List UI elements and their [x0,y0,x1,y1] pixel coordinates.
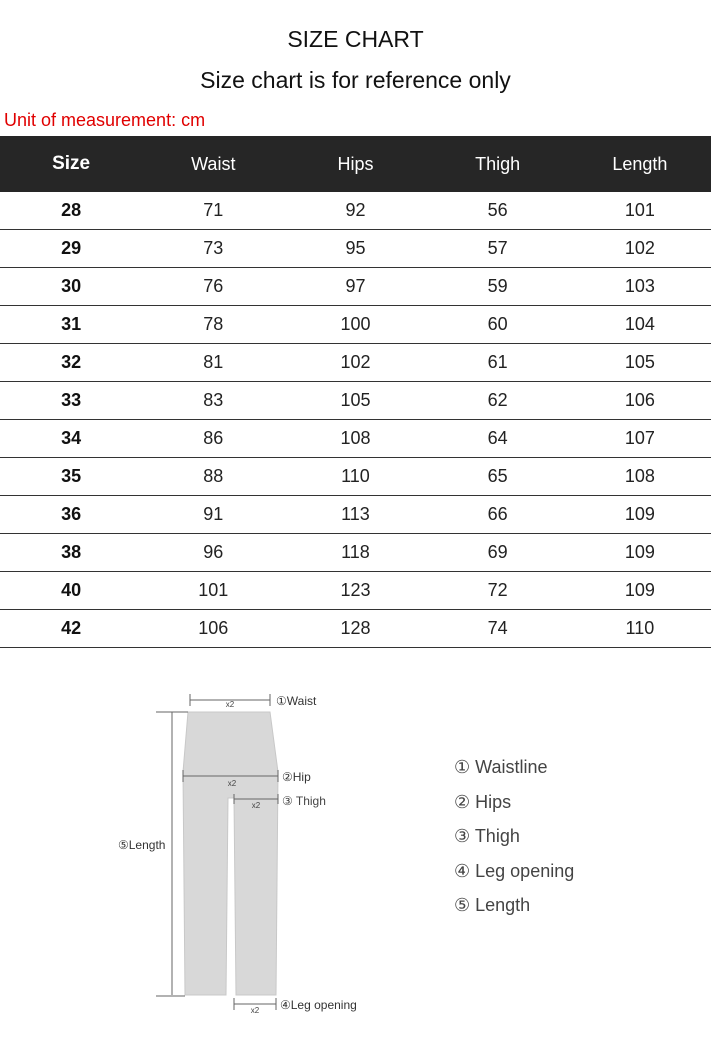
page-title: SIZE CHART [287,26,424,52]
table-cell: 40 [0,572,142,610]
table-cell: 91 [142,496,284,534]
measurement-legend [454,752,574,925]
table-cell: 30 [0,268,142,306]
table-cell: 110 [569,610,711,648]
table-cell: 32 [0,344,142,382]
table-row [0,344,711,382]
table-cell: 74 [427,610,569,648]
table-row [0,610,711,648]
waist-multiplier: x2 [225,700,235,709]
table-cell: 57 [427,230,569,268]
table-cell: 105 [284,382,426,420]
table-row [0,496,711,534]
column-header: Size [0,136,142,192]
table-cell: 38 [0,534,142,572]
table-cell: 69 [427,534,569,572]
thigh-multiplier: x2 [251,801,261,810]
table-cell: 107 [569,420,711,458]
table-cell: 108 [569,458,711,496]
table-header-row [0,136,711,192]
length-measure-line [156,712,188,996]
table-cell: 97 [284,268,426,306]
leg-opening-label: ④Leg opening [280,998,357,1012]
table-cell: 109 [569,534,711,572]
table-cell: 92 [284,192,426,230]
table-cell: 110 [284,458,426,496]
table-cell: 66 [427,496,569,534]
table-cell: 106 [569,382,711,420]
table-cell: 71 [142,192,284,230]
column-header: Length [569,136,711,192]
legend-item: ① Waistline [454,757,548,777]
size-table [0,136,711,648]
table-cell: 109 [569,572,711,610]
table-cell: 33 [0,382,142,420]
table-cell: 95 [284,230,426,268]
column-header: Thigh [427,136,569,192]
table-row [0,572,711,610]
table-cell: 72 [427,572,569,610]
table-cell: 81 [142,344,284,382]
table-cell: 109 [569,496,711,534]
table-cell: 118 [284,534,426,572]
table-cell: 101 [569,192,711,230]
pants-measurement-diagram [0,670,711,1040]
table-cell: 86 [142,420,284,458]
table-cell: 28 [0,192,142,230]
table-cell: 35 [0,458,142,496]
table-cell: 105 [569,344,711,382]
legend-item: ② Hips [454,791,512,812]
table-cell: 56 [427,192,569,230]
hip-label: ②Hip [282,770,311,784]
table-cell: 76 [142,268,284,306]
table-cell: 29 [0,230,142,268]
table-cell: 62 [427,382,569,420]
table-cell: 96 [142,534,284,572]
pants-illustration [183,712,278,995]
table-cell: 102 [569,230,711,268]
table-cell: 101 [142,572,284,610]
table-cell: 60 [427,306,569,344]
waist-label: ①Waist [276,694,317,708]
table-cell: 100 [284,306,426,344]
page-subtitle: Size chart is for reference only [200,67,511,93]
table-cell: 103 [569,268,711,306]
table-cell: 36 [0,496,142,534]
table-cell: 78 [142,306,284,344]
table-row [0,306,711,344]
table-cell: 65 [427,458,569,496]
table-cell: 61 [427,344,569,382]
hip-multiplier: x2 [227,779,237,788]
table-cell: 83 [142,382,284,420]
legend-item: ⑤ Length [454,895,531,915]
table-cell: 106 [142,610,284,648]
table-row [0,534,711,572]
column-header: Waist [142,136,284,192]
table-cell: 113 [284,496,426,534]
table-cell: 102 [284,344,426,382]
table-cell: 42 [0,610,142,648]
table-cell: 31 [0,306,142,344]
table-row [0,458,711,496]
table-cell: 88 [142,458,284,496]
column-header: Hips [284,136,426,192]
table-cell: 64 [427,420,569,458]
table-cell: 104 [569,306,711,344]
legend-item: ③ Thigh [454,826,520,846]
table-cell: 128 [284,610,426,648]
leg-opening-multiplier: x2 [250,1006,260,1015]
table-row [0,420,711,458]
table-cell: 108 [284,420,426,458]
table-cell: 123 [284,572,426,610]
table-cell: 34 [0,420,142,458]
table-cell: 73 [142,230,284,268]
thigh-label: ③ Thigh [282,794,326,808]
table-cell: 59 [427,268,569,306]
length-label: ⑤Length [118,838,166,852]
table-row [0,268,711,306]
table-row [0,192,711,230]
table-row [0,382,711,420]
table-row [0,230,711,268]
unit-note: Unit of measurement: cm [4,110,206,130]
legend-item: ④ Leg opening [454,860,575,881]
